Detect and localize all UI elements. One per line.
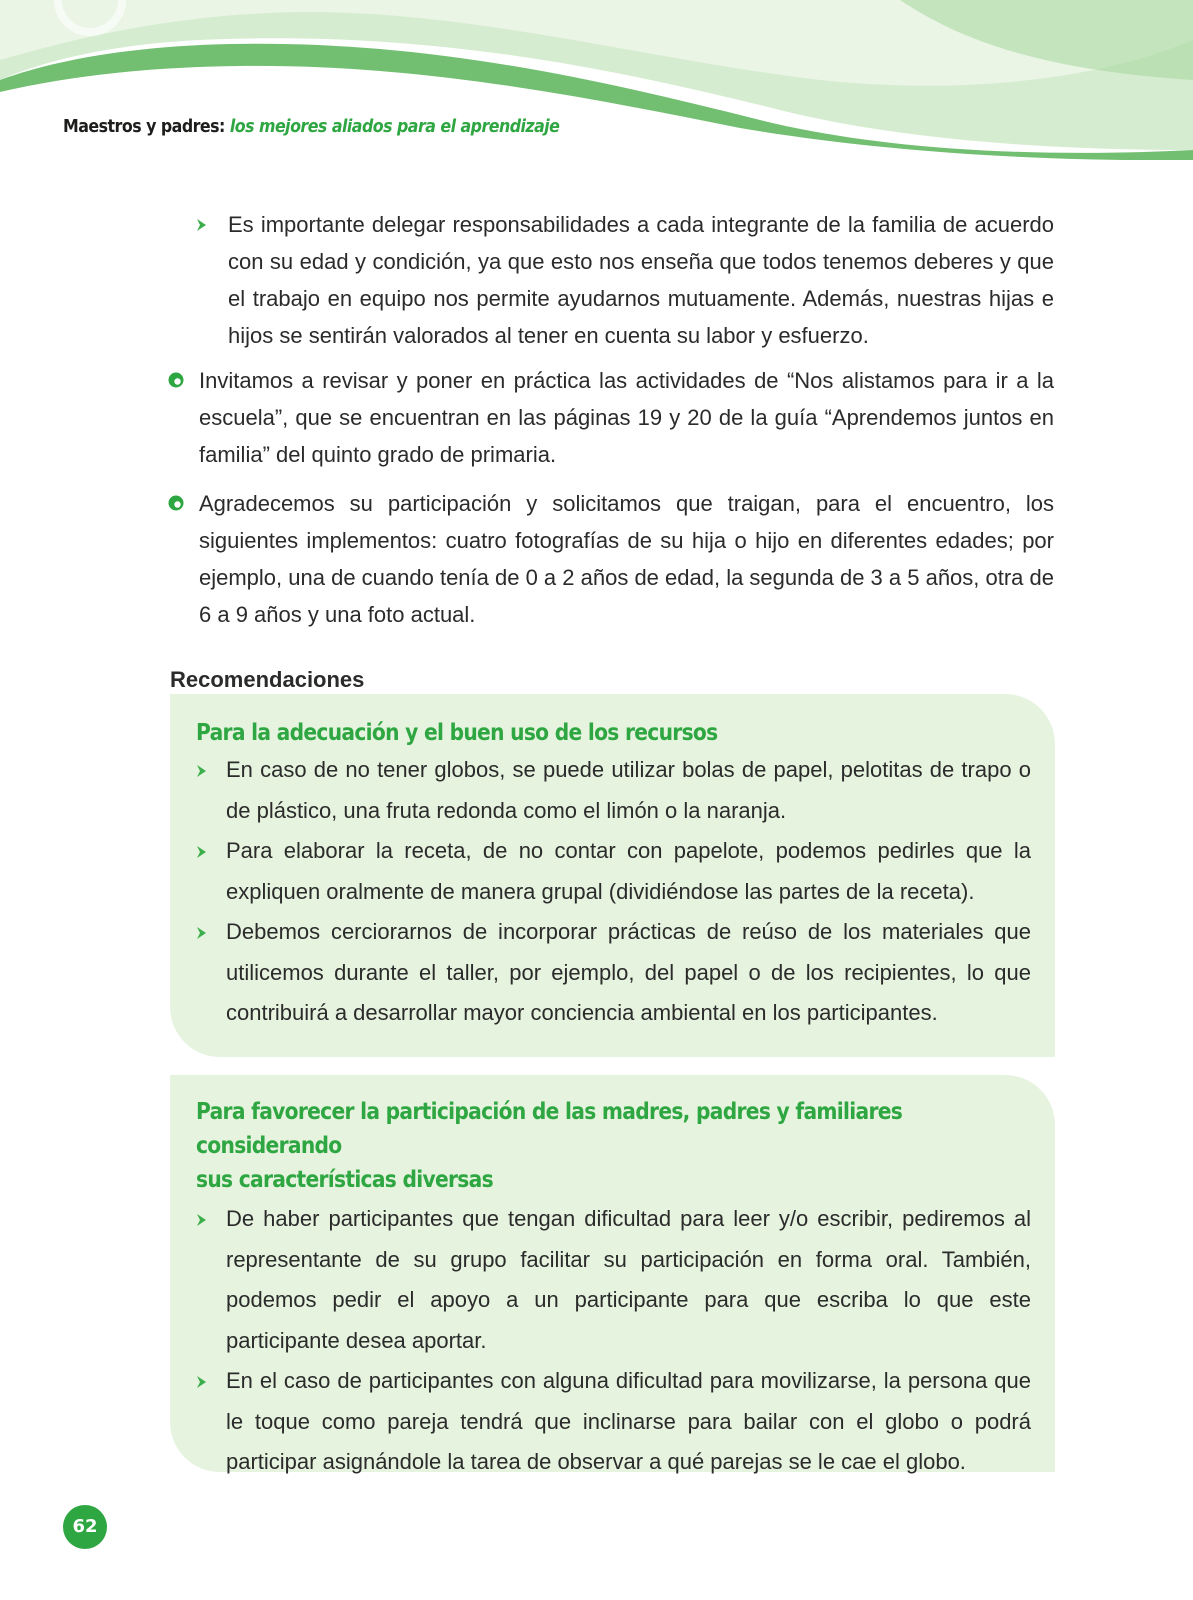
list-item	[196, 1361, 1031, 1483]
list-item-text: Debemos cerciorarnos de incorporar prácticas de reúso de los materiales que utilicemos durante el taller, por ejemplo, del papel o de los recipientes, lo que contribuirá a desarrollar mayor conciencia ambiental en los participantes.	[226, 919, 1031, 1025]
list-item-text: Agradecemos su participación y solicitamos que traigan, para el encuentro, los siguientes implementos: cuatro fotografías de su hija o hijo en diferentes edades; por ejemplo, una de cuando tenía de 0 a 2 años de edad, la segunda de 3 a 5 años, otra de 6 a 9 años y una foto actual.	[199, 491, 1055, 627]
list-item-text: De haber participantes que tengan dificultad para leer y/o escribir, pediremos al representante de su grupo facilitar su participación en forma oral. También, podemos pedir el apoyo a un participante para que escriba lo que este participante desea aportar.	[226, 1206, 1031, 1353]
running-header-subtitle: los mejores aliados para el aprendizaje	[229, 116, 560, 137]
list-item	[196, 750, 1031, 831]
list-item-text: Para elaborar la receta, de no contar con papelote, podemos pedirles que la expliquen oralmente de manera grupal (dividiéndose las partes de la receta).	[226, 838, 1031, 904]
running-header	[63, 116, 559, 137]
page-number: 62	[63, 1505, 107, 1549]
list-item	[196, 206, 1054, 354]
chevron-right-icon	[196, 206, 210, 243]
box-title	[196, 1095, 1023, 1197]
chevron-right-icon	[196, 1361, 210, 1402]
box-title-line: sus características diversas	[196, 1167, 493, 1193]
bullet-dot-icon	[168, 495, 184, 511]
recommendation-box-resources	[170, 694, 1055, 1057]
chevron-right-icon	[196, 831, 210, 872]
section-title: Recomendaciones	[170, 667, 365, 692]
bullet-dot-icon	[168, 372, 184, 388]
box-title-line: Para favorecer la participación de las madres, padres y familiares considerando	[196, 1099, 903, 1159]
list-item	[196, 1199, 1031, 1361]
main-bullet-list	[168, 362, 1054, 645]
list-item-text: Invitamos a revisar y poner en práctica las actividades de “Nos alistamos para ir a la escuela”, que se encuentran en las páginas 19 y 20 de la guía “Aprendemos juntos en familia” del quinto grado de primaria.	[199, 368, 1054, 467]
list-item	[168, 485, 1054, 633]
running-header-main: Maestros y padres:	[63, 116, 225, 137]
box-list	[196, 1199, 1031, 1483]
box-title: Para la adecuación y el buen uso de los recursos	[196, 720, 718, 746]
chevron-right-icon	[196, 912, 210, 953]
list-item	[196, 912, 1031, 1034]
list-item-text: Es importante delegar responsabilidades a cada integrante de la familia de acuerdo con su edad y condición, ya que esto nos enseña que todos tenemos deberes y que el trabajo en equipo nos permite ayudarnos mutuamente. Además, nuestras hijas e hijos se sentirán valorados al tener en cuenta su labor y esfuerzo.	[228, 212, 1054, 348]
chevron-right-icon	[196, 750, 210, 791]
box-list	[196, 750, 1031, 1034]
list-item	[196, 831, 1031, 912]
list-item-text: En caso de no tener globos, se puede utilizar bolas de papel, pelotitas de trapo o de plástico, una fruta redonda como el limón o la naranja.	[226, 757, 1031, 823]
list-item-text: En el caso de participantes con alguna dificultad para movilizarse, la persona que le toque como pareja tendrá que inclinarse para bailar con el globo o podrá participar asignándole la tarea de observar a qué parejas se le cae el globo.	[226, 1368, 1031, 1474]
recommendation-box-participation	[170, 1075, 1055, 1472]
list-item	[168, 362, 1054, 473]
top-sub-list	[196, 206, 1054, 354]
chevron-right-icon	[196, 1199, 210, 1240]
